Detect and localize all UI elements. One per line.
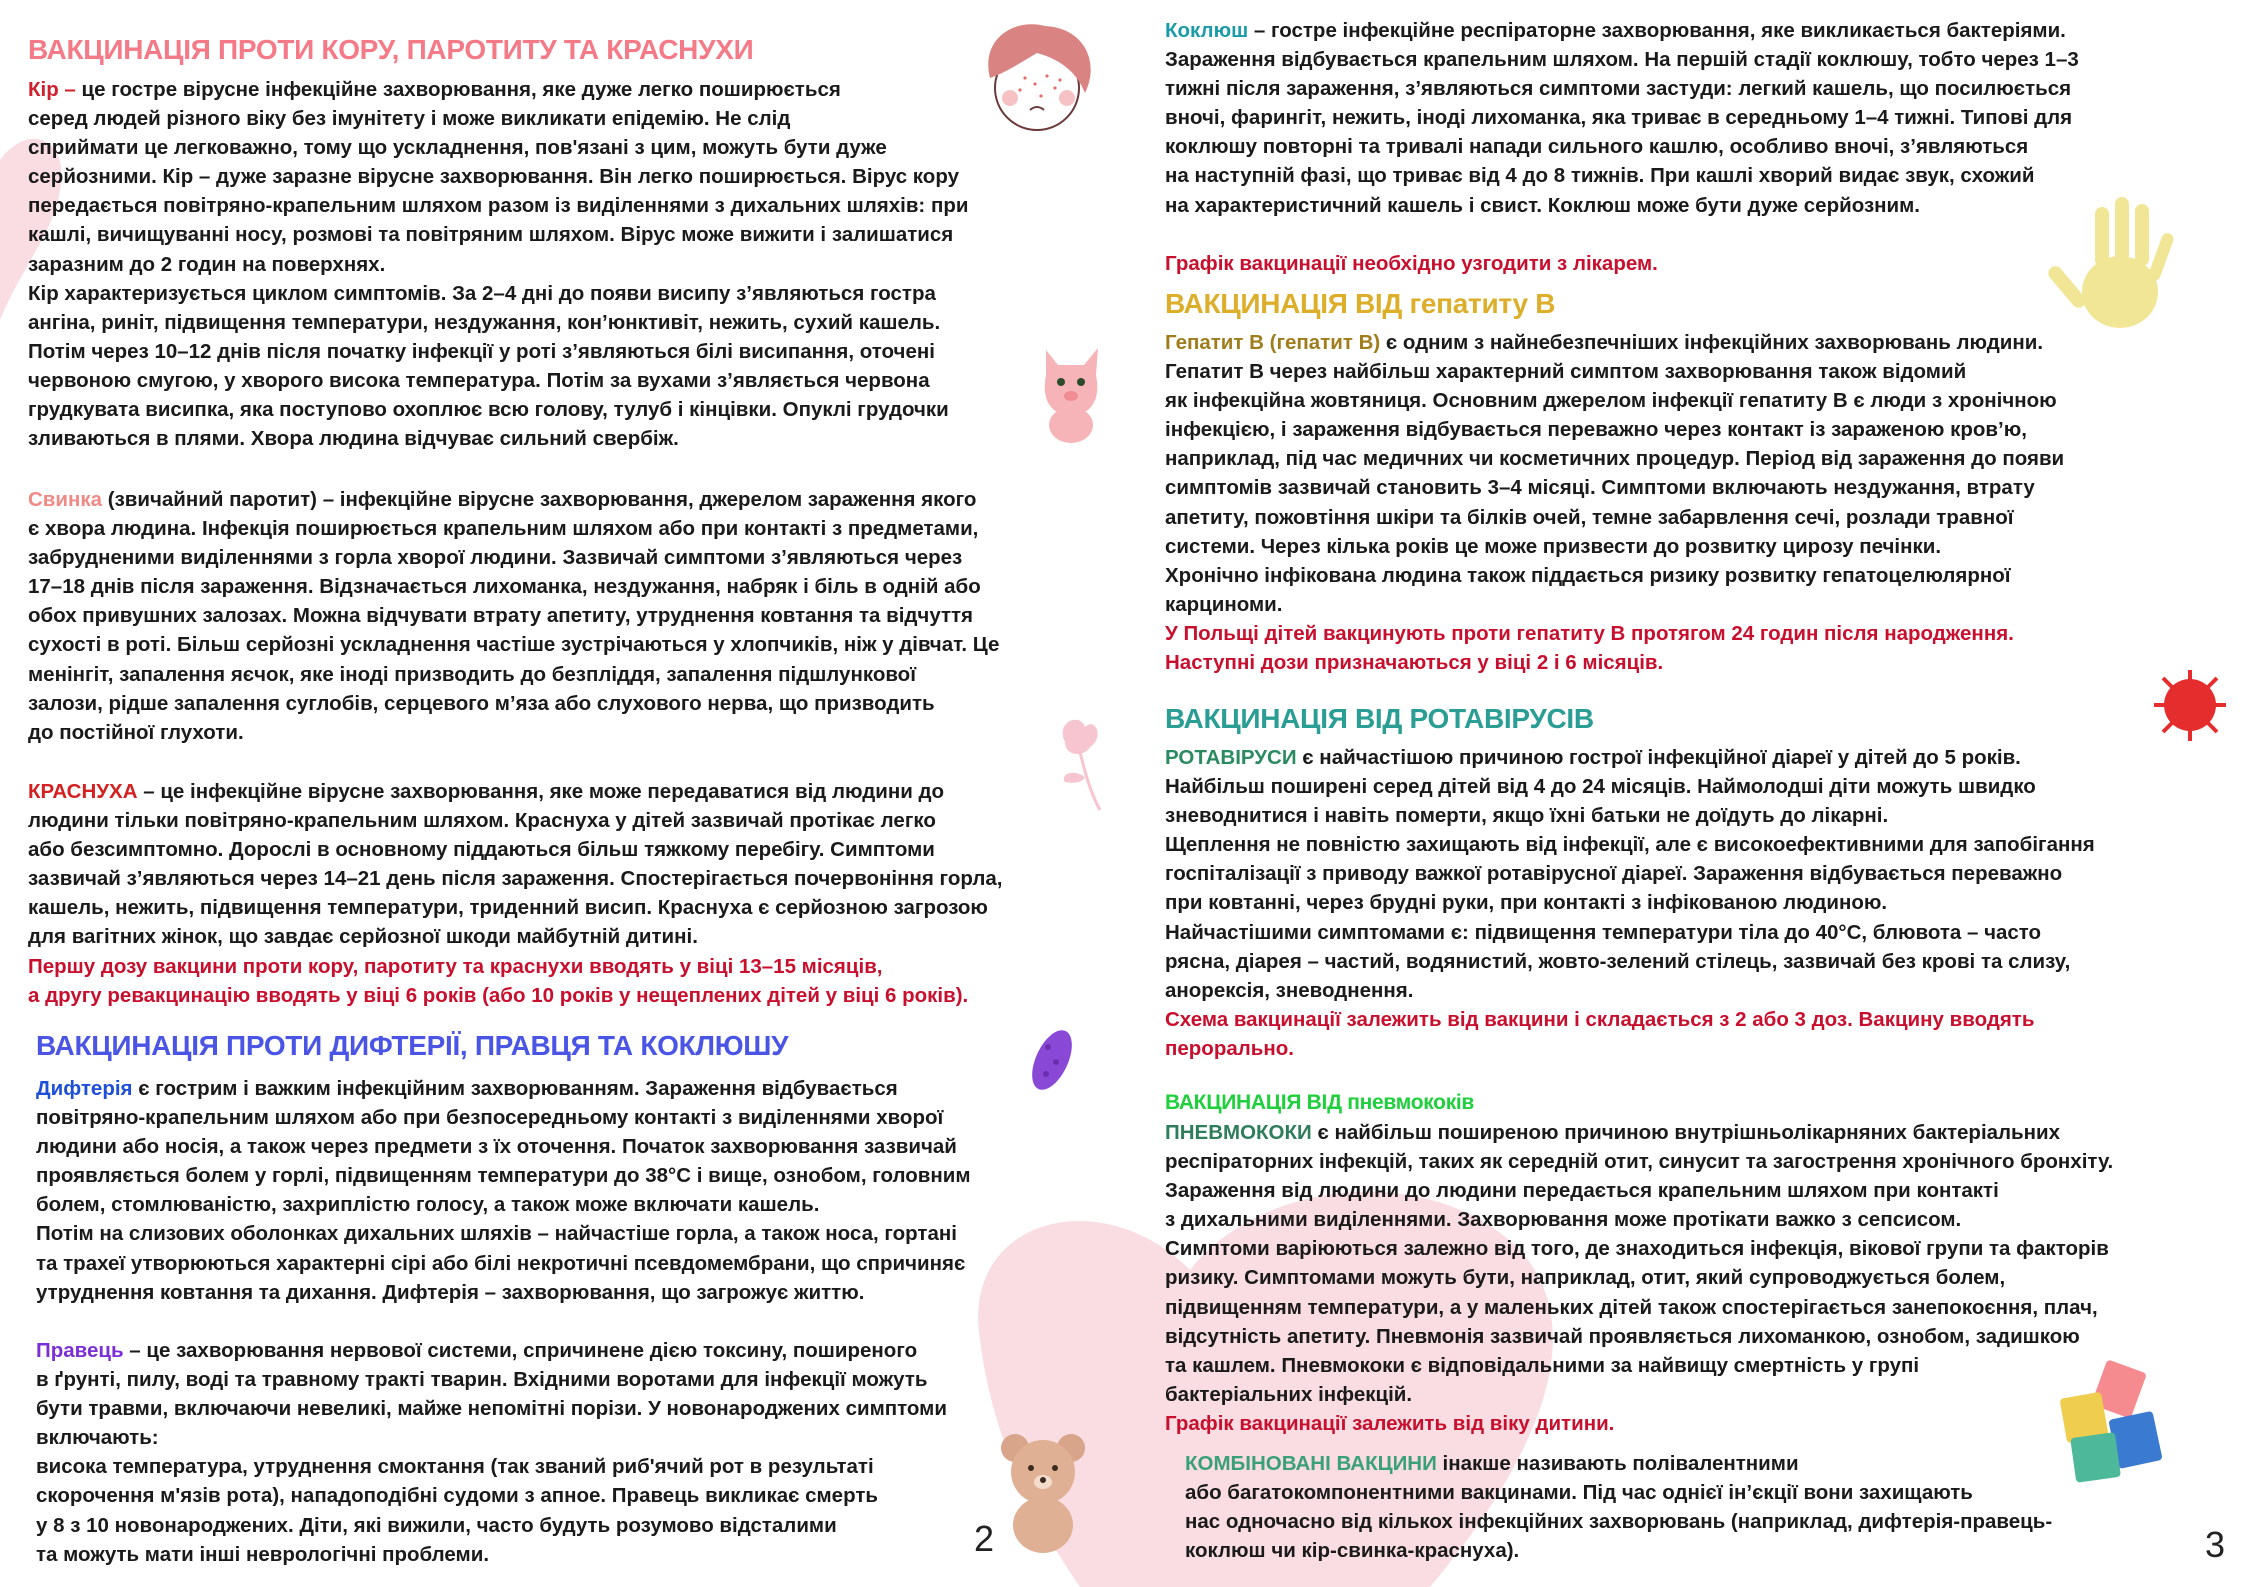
text-line	[1165, 1322, 2113, 1351]
line-text: Зараження відбувається крапельним шляхом. На першій стадії коклюшу, тобто через 1–3	[1165, 48, 2079, 72]
line-text: коклюшу повторні та тривалі напади сильного кашлю, особливо вночі, з’являються	[1165, 135, 2029, 159]
text-line	[1165, 772, 2095, 801]
text-line	[36, 1219, 971, 1248]
lead-term: ПНЕВМОКОКИ	[1165, 1121, 1312, 1144]
text-line	[1165, 532, 2064, 561]
text-line	[28, 250, 968, 279]
text-line	[1165, 415, 2064, 444]
line-text: повітряно-крапельним шляхом або при безпосередньому контакті з виділеннями хворої	[36, 1106, 944, 1130]
text-line	[1165, 947, 2095, 976]
lead-term: Коклюш	[1165, 19, 1249, 42]
line-text: системи. Через кілька років це може призвести до розвитку цирозу печінки.	[1165, 534, 1942, 558]
text-line	[28, 601, 999, 630]
text-line	[28, 104, 968, 133]
heading-mmr-vaccination: ВАКЦИНАЦІЯ ПРОТИ КОРУ, ПАРОТИТУ ТА КРАСНУХИ	[28, 34, 754, 65]
page-number-left: 2	[974, 1518, 995, 1559]
text-line	[36, 1540, 947, 1569]
text-line	[28, 718, 999, 747]
line-text: скорочення м'язів рота), нападоподібні судоми з апное. Правець викликає смерть	[36, 1484, 878, 1508]
text-line	[1185, 1449, 2052, 1478]
pneumococcus-paragraph	[1165, 1118, 2113, 1438]
line-text: Найбільш поширені серед дітей від 4 до 24 місяців. Наймолодші діти можуть швидко	[1165, 775, 2036, 799]
line-text: серйозними. Кір – дуже заразне вірусне захворювання. Він легко поширюється. Вірус кору	[28, 165, 959, 189]
text-line	[28, 162, 968, 191]
line-text: Гепатит В через найбільш характерний симптом захворювання також відомий	[1165, 360, 1967, 384]
text-line	[1165, 1351, 2113, 1380]
text-line	[36, 1103, 971, 1132]
text-line	[28, 922, 1002, 951]
line-text: є хвора людина. Інфекція поширюється крапельним шляхом або при контакті з предметами,	[28, 517, 979, 541]
line-text: забрудненими виділеннями з горла хворої людини. Зазвичай симптоми з’являються через	[28, 546, 963, 570]
text-line	[1165, 132, 2079, 161]
text-line	[28, 395, 968, 424]
line-text: є гострим і важким інфекційним захворюванням. Зараження відбувається	[132, 1077, 898, 1100]
line-text: Зараження від людини до людини передається крапельним шляхом при контакті	[1165, 1179, 1999, 1203]
line-text: сприймати це легковажно, тому що ускладнення, пов'язані з цим, можуть бути дуже	[28, 136, 887, 160]
text-line	[36, 1336, 947, 1365]
line-text: вночі, фарингіт, нежить, іноді лихоманка, яка триває в середньому 1–4 тижні. Типові для	[1165, 106, 2073, 130]
line-text: рясна, діарея – частий, водянистий, жовто-зелений стілець, зазвичай без крові та слизу,	[1165, 949, 2071, 973]
line-text: або безсимптомно. Дорослі в основному піддаються більш тяжкому перебігу. Симптоми	[28, 838, 935, 862]
line-text: болем, стомлюваністю, захриплістю голосу, а також може включати кашель.	[36, 1193, 820, 1217]
line-text: Потім через 10–12 днів після початку інфекції у роті з’являються білі висипання, оточені	[28, 339, 935, 363]
measles-paragraph	[28, 75, 968, 453]
line-text: є одним з найнебезпечніших інфекційних захворювань людини.	[1380, 331, 2044, 354]
text-line	[1165, 161, 2079, 190]
line-text: тижні після зараження, з’являються симптоми застуди: легкий кашель, що посилюється	[1165, 77, 2072, 101]
text-line	[36, 1249, 971, 1278]
vaccination-schedule-note: Графік вакцинації необхідно узгодити з лікарем.	[1165, 252, 1658, 275]
text-line	[28, 337, 968, 366]
vaccination-schedule-note: Наступні дози призначаються у віці 2 і 6 місяців.	[1165, 651, 1664, 675]
pertussis-paragraph	[1165, 16, 2079, 220]
diphtheria-paragraph	[36, 1074, 971, 1307]
text-line	[1165, 1205, 2113, 1234]
line-text: на наступній фазі, що триває від 4 до 8 тижнів. При кашлі хворий видає звук, схожий	[1165, 164, 2035, 188]
line-text: та кашлем. Пневмококи є відповідальними за найвищу смертність у групі	[1165, 1353, 1920, 1377]
vaccination-schedule-note: Графік вакцинації залежить від віку дитини.	[1165, 1411, 1615, 1435]
line-text: у 8 з 10 новонароджених. Діти, які вижили, часто будуть розумово відсталими	[36, 1513, 837, 1537]
line-text: госпіталізації з приводу важкої ротавірусної діареї. Зараження відбувається переважно	[1165, 862, 2063, 886]
text-line	[28, 543, 999, 572]
vaccination-schedule-note: перорально.	[1165, 1036, 1294, 1060]
line-text: це гостре вірусне інфекційне захворювання, яке дуже легко поширюється	[75, 78, 841, 101]
line-text: проявляється болем у горлі, підвищенням температури до 38°C і вище, ознобом, головним	[36, 1164, 971, 1188]
text-line	[28, 777, 1002, 806]
line-text: інфекцією, і зараження відбувається переважно через контакт із зараженою кров’ю,	[1165, 418, 2027, 442]
line-text: грудкувата висипка, яка поступово охоплює всю голову, тулуб і кінцівки. Опуклі грудочки	[28, 398, 949, 422]
line-text: відсутність апетиту. Пневмонія зазвичай проявляється лихоманкою, ознобом, задишкою	[1165, 1324, 2080, 1348]
text-line	[1165, 191, 2079, 220]
line-text: кашлі, вичищуванні носу, розмові та повітряним шляхом. Вірус може вижити і залишатися	[28, 223, 954, 247]
line-text: 17–18 днів після зараження. Відзначається лихоманка, нездужання, набряк і біль в одній або	[28, 575, 981, 599]
text-line	[1165, 473, 2064, 502]
text-line	[36, 1074, 971, 1103]
line-text: Найчастішими симптомами є: підвищення температури тіла до 40°C, блювота – часто	[1165, 920, 2042, 944]
rose-icon	[1045, 712, 1110, 812]
line-text: є найбільш поширеною причиною внутрішньолікарняних бактеріальних	[1311, 1121, 2061, 1144]
heading-pneumococcus-vaccination: ВАКЦИНАЦІЯ ВІД пневмококів	[1165, 1091, 1475, 1114]
rotavirus-paragraph	[1165, 743, 2095, 1063]
line-text: Симптоми варіюються залежно від того, де знаходиться інфекція, вікової групи та факторів	[1165, 1237, 2109, 1261]
line-text: обох привушних залозах. Можна відчувати втрату апетиту, утруднення ковтання та відчуття	[28, 604, 974, 628]
page-number-right: 3	[2205, 1524, 2226, 1565]
teddy-bear-icon	[993, 1430, 1093, 1555]
text-line	[28, 279, 968, 308]
text-line	[28, 485, 999, 514]
text-line	[36, 1132, 971, 1161]
text-line	[1165, 444, 2064, 473]
line-text: кашель, нежить, підвищення температури, триденний висип. Краснуха є серйозною загрозою	[28, 896, 988, 920]
text-line	[1165, 328, 2064, 357]
text-line	[1165, 1263, 2113, 1292]
text-line	[1165, 743, 2095, 772]
text-line	[1165, 1293, 2113, 1322]
text-line	[1165, 918, 2095, 947]
text-line	[1165, 357, 2064, 386]
line-text: (звичайний паротит) – інфекційне вірусне захворювання, джерелом зараження якого	[102, 488, 977, 511]
line-text: передається повітряно-крапельним шляхом разом із виділеннями з дихальних шляхів: при	[28, 194, 969, 218]
text-line	[1165, 503, 2064, 532]
text-line	[1185, 1507, 2052, 1536]
text-line	[1165, 1380, 2113, 1409]
text-line	[28, 893, 1002, 922]
text-line	[1165, 888, 2095, 917]
line-text: Потім на слизових оболонках дихальних шляхів – найчастіше горла, а також носа, гортані	[36, 1222, 957, 1246]
lead-term: Кір –	[28, 78, 76, 101]
line-text: на характеристичний кашель і свист. Коклюш може бути дуже серйозним.	[1165, 193, 1920, 217]
text-line	[28, 191, 968, 220]
rubella-paragraph	[28, 777, 1002, 1010]
line-text: карциноми.	[1165, 592, 1283, 616]
line-text: висока температура, утруднення смоктання (так званий риб'ячий рот в результаті	[36, 1455, 874, 1479]
pertussis-schedule-note	[1165, 249, 1658, 278]
lead-term: Дифтерія	[36, 1077, 133, 1100]
line-text: бути травми, включаючи невеликі, майже непомітні порізи. У новонароджених симптоми	[36, 1397, 947, 1421]
text-line	[28, 514, 999, 543]
line-text: ризику. Симптомами можуть бути, наприклад, отит, який супроводжується болем,	[1165, 1266, 2006, 1290]
line-text: – гостре інфекційне респіраторне захворювання, яке викликається бактеріями.	[1248, 19, 2066, 42]
text-line	[36, 1452, 947, 1481]
vaccination-schedule-note: У Польщі дітей вакцинують проти гепатиту В протягом 24 годин після народження.	[1165, 621, 2014, 645]
text-line	[28, 366, 968, 395]
combined-vaccines-paragraph	[1185, 1449, 2052, 1565]
line-text: є найчастішою причиною гострої інфекційної діареї у дітей до 5 років.	[1296, 746, 2021, 769]
line-text: менінгіт, запалення яєчок, яке іноді призводить до безпліддя, запалення підшлункової	[28, 662, 916, 686]
vaccination-schedule-note: Першу дозу вакцини проти кору, паротиту та краснухи вводять у віці 13–15 місяців,	[28, 954, 883, 978]
lead-term: Гепатит В (гепатит В)	[1165, 331, 1381, 354]
line-text: утруднення ковтання та дихання. Дифтерія – захворювання, що загрожує життю.	[36, 1280, 865, 1304]
line-text: зневоднитися і навіть померти, якщо їхні батьки не доїдуть до лікарні.	[1165, 804, 1889, 828]
line-text: підвищенням температури, а у маленьких дітей також спостерігається занепокоєння, плач,	[1165, 1295, 2098, 1319]
text-line	[1165, 103, 2079, 132]
line-text: симптомів зазвичай становить 3–4 місяці. Симптоми включають нездужання, втрату	[1165, 476, 2035, 500]
line-text: бактеріальних інфекцій.	[1165, 1382, 1413, 1406]
line-text: серед людей різного віку без імунітету і може викликати епідемію. Не слід	[28, 107, 791, 131]
line-text: сухості в роті. Більш серйозні ускладнення частіше зустрічаються у хлопчиків, ніж у дівчат. Це	[28, 633, 1000, 657]
text-line	[36, 1365, 947, 1394]
heading-rotavirus-vaccination: ВАКЦИНАЦІЯ ВІД РОТАВІРУСІВ	[1165, 703, 1594, 734]
text-line	[36, 1481, 947, 1510]
heading-dtp-vaccination: ВАКЦИНАЦІЯ ПРОТИ ДИФТЕРІЇ, ПРАВЦЯ ТА КОКЛЮШУ	[36, 1030, 789, 1061]
text-line	[1165, 1176, 2113, 1205]
line-text: Кір характеризується циклом симптомів. За 2–4 дні до появи висипу з’являються гостра	[28, 281, 936, 305]
text-line	[1165, 976, 2095, 1005]
text-line	[36, 1161, 971, 1190]
text-line	[28, 75, 968, 104]
lead-term: Правець	[36, 1339, 124, 1362]
text-line	[1165, 830, 2095, 859]
text-line	[1165, 859, 2095, 888]
line-text: заразним до 2 годин на поверхнях.	[28, 252, 386, 276]
line-text: або багатокомпонентними вакцинами. Під час однієї ін’єкції вони захищають	[1185, 1481, 1973, 1505]
line-text: зливаються в плями. Хвора людина відчуває сильний свербіж.	[28, 427, 679, 451]
line-text: при ковтанні, через брудні руки, при контакті з інфікованою людиною.	[1165, 891, 1888, 915]
line-text: інакше називають полівалентними	[1436, 1452, 1799, 1475]
text-line	[28, 689, 999, 718]
lead-term: РОТАВІРУСИ	[1165, 746, 1297, 769]
text-line	[1165, 45, 2079, 74]
line-text: – це захворювання нервової системи, спричинене дією токсину, поширеного	[123, 1339, 918, 1362]
heading-hepatitis-b-vaccination: ВАКЦИНАЦІЯ ВІД гепатиту В	[1165, 288, 1556, 319]
text-line	[1185, 1478, 2052, 1507]
text-line	[1165, 590, 2064, 619]
text-line	[36, 1394, 947, 1423]
text-line	[36, 1278, 971, 1307]
line-text: – це інфекційне вірусне захворювання, яке може передаватися від людини до	[137, 780, 945, 803]
line-text: Хронічно інфікована людина також піддається ризику розвитку гепатоцелюлярної	[1165, 563, 2011, 587]
line-text: людини тільки повітряно-крапельним шляхом. Краснуха у дітей зазвичай протікає легко	[28, 809, 936, 833]
line-text: як інфекційна жовтяниця. Основним джерелом інфекції гепатиту В є люди з хронічною	[1165, 389, 2057, 413]
vaccination-schedule-note: а другу ревакцинацію вводять у віці 6 років (або 10 років у нещеплених дітей у віці 6 років).	[28, 983, 969, 1007]
text-line	[36, 1190, 971, 1219]
line-text: респіраторних інфекцій, таких як середній отит, синусит та загострення хронічного бронхіту.	[1165, 1150, 2114, 1174]
text-line	[28, 660, 999, 689]
line-text: до постійної глухоти.	[28, 720, 244, 744]
text-line	[1165, 74, 2079, 103]
text-line	[28, 835, 1002, 864]
text-line	[28, 806, 1002, 835]
line-text: з дихальними виділеннями. Захворювання може протікати важко з сепсисом.	[1165, 1208, 1962, 1232]
line-text: для вагітних жінок, що завдає серйозної шкоди майбутній дитині.	[28, 925, 698, 949]
mumps-paragraph	[28, 485, 999, 747]
line-text: Щеплення не повністю захищають від інфекції, але є високоефективними для запобігання	[1165, 833, 2095, 857]
lead-term: КРАСНУХА	[28, 780, 138, 803]
text-line	[1165, 1234, 2113, 1263]
text-line	[1165, 386, 2064, 415]
text-line	[1165, 561, 2064, 590]
pig-icon	[1036, 340, 1106, 445]
lead-term: КОМБІНОВАНІ ВАКЦИНИ	[1185, 1452, 1437, 1475]
line-text: залози, рідше запалення суглобів, серцевого м’яза або слухового нерва, що призводить	[28, 691, 935, 715]
hepatitis-b-paragraph	[1165, 328, 2064, 677]
virus-icon	[2150, 668, 2230, 743]
line-text: червоною смугою, у хворого висока температура. Потім за вухами з’являється червона	[28, 368, 930, 392]
text-line	[28, 424, 968, 453]
tetanus-paragraph	[36, 1336, 947, 1569]
line-text: анорексія, зневоднення.	[1165, 978, 1414, 1002]
line-text: апетиту, пожовтіння шкіри та білків очей, темне забарвлення сечі, розлади травної	[1165, 505, 2014, 529]
text-line	[36, 1423, 947, 1452]
text-line	[36, 1511, 947, 1540]
line-text: людини або носія, а також через предмети з їх оточення. Початок захворювання зазвичай	[36, 1135, 957, 1159]
text-line	[1165, 801, 2095, 830]
text-line	[28, 864, 1002, 893]
lead-term: Свинка	[28, 488, 103, 511]
line-text: зазвичай з’являються через 14–21 день після зараження. Спостерігається почервоніння горла,	[28, 867, 1003, 891]
text-line	[1165, 16, 2079, 45]
line-text: наприклад, під час медичних чи косметичних процедур. Період від зараження до появи	[1165, 447, 2065, 471]
line-text: та можуть мати інші неврологічні проблеми.	[36, 1542, 490, 1566]
sick-child-face-icon	[975, 18, 1100, 136]
text-line	[1165, 1147, 2113, 1176]
text-line	[28, 220, 968, 249]
text-line	[28, 308, 968, 337]
line-text: та трахеї утворюються характерні сірі або білі некротичні псевдомембрани, що спричиняє	[36, 1251, 966, 1275]
vaccination-schedule-note: Схема вакцинації залежить від вакцини і складається з 2 або 3 доз. Вакцину вводять	[1165, 1007, 2035, 1031]
text-line	[1185, 1536, 2052, 1565]
text-line	[28, 630, 999, 659]
line-text: ангіна, риніт, підвищення температури, нездужання, кон’юнктивіт, нежить, сухий кашель.	[28, 310, 941, 334]
text-line	[28, 133, 968, 162]
text-line	[28, 572, 999, 601]
text-line	[1165, 1118, 2113, 1147]
line-text: в ґрунті, пилу, воді та травному тракті тварин. Вхідними воротами для інфекції можуть	[36, 1368, 928, 1392]
line-text: нас одночасно від кількох інфекційних захворювань (наприклад, дифтерія-правець-	[1185, 1510, 2053, 1534]
bacterium-icon	[1022, 1022, 1082, 1097]
line-text: коклюш чи кір-свинка-краснуха).	[1185, 1539, 1520, 1563]
line-text: включають:	[36, 1426, 159, 1450]
